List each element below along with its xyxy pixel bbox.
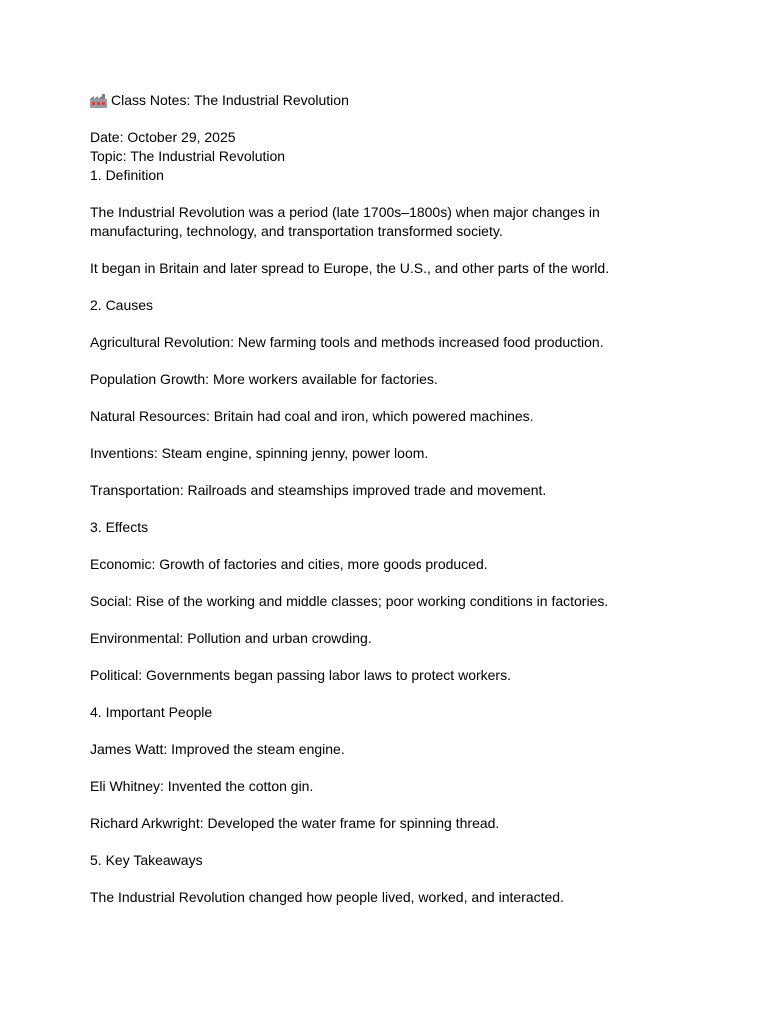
takeaway-item: The Industrial Revolution changed how people lived, worked, and interacted. xyxy=(90,889,564,905)
person-item: Eli Whitney: Invented the cotton gin. xyxy=(90,778,314,794)
effect-item: Social: Rise of the working and middle classes; poor working conditions in factories. xyxy=(90,593,609,609)
definition-paragraph: The Industrial Revolution was a period (late 1700s–1800s) when major changes in manufacturing, technology, and transportation transformed society. xyxy=(90,204,600,239)
effect-item: Political: Governments began passing labor laws to protect workers. xyxy=(90,667,511,683)
section-heading-takeaways: 5. Key Takeaways xyxy=(90,852,203,868)
document-page xyxy=(90,91,690,907)
section-heading-definition: 1. Definition xyxy=(90,167,164,183)
cause-item: Agricultural Revolution: New farming tools and methods increased food production. xyxy=(90,334,604,350)
section-heading-effects: 3. Effects xyxy=(90,519,149,535)
cause-item: Transportation: Railroads and steamships improved trade and movement. xyxy=(90,482,547,498)
document-title xyxy=(90,91,690,110)
effect-item: Economic: Growth of factories and cities, more goods produced. xyxy=(90,556,488,572)
factory-icon xyxy=(90,94,107,108)
cause-item: Population Growth: More workers available for factories. xyxy=(90,371,438,387)
section-heading-causes: 2. Causes xyxy=(90,297,154,313)
definition-paragraph: It began in Britain and later spread to Europe, the U.S., and other parts of the world. xyxy=(90,260,610,276)
effect-item: Environmental: Pollution and urban crowding. xyxy=(90,630,372,646)
cause-item: Inventions: Steam engine, spinning jenny, power loom. xyxy=(90,445,429,461)
person-item: James Watt: Improved the steam engine. xyxy=(90,741,345,757)
cause-item: Natural Resources: Britain had coal and iron, which powered machines. xyxy=(90,408,534,424)
document-title-text: Class Notes: The Industrial Revolution xyxy=(111,92,349,108)
date-line: Date: October 29, 2025 xyxy=(90,129,236,145)
person-item: Richard Arkwright: Developed the water frame for spinning thread. xyxy=(90,815,500,831)
topic-line: Topic: The Industrial Revolution xyxy=(90,148,286,164)
section-heading-people: 4. Important People xyxy=(90,704,213,720)
